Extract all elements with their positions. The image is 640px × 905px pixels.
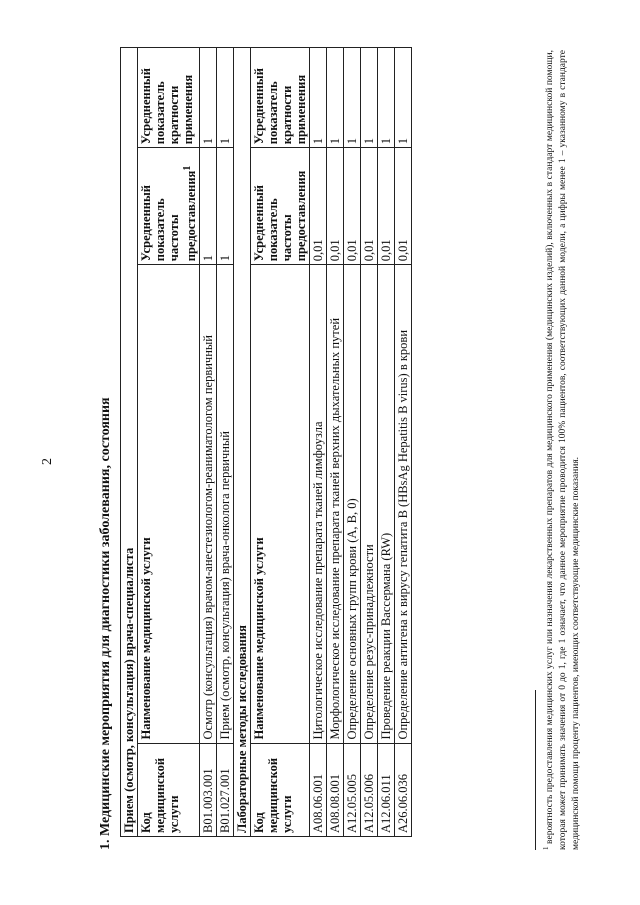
cell-code: A12.05.006: [361, 743, 378, 836]
cell-code: A12.06.011: [378, 743, 395, 836]
table-row: [344, 48, 361, 837]
cell-multiplicity: 1: [327, 48, 344, 148]
cell-multiplicity: 1: [310, 48, 327, 148]
cell-multiplicity: 1: [395, 48, 412, 148]
cell-frequency: 0,01: [344, 148, 361, 265]
footnote: [540, 50, 583, 850]
cell-frequency: 0,01: [310, 148, 327, 265]
header-name: Наименование медицинской услуги: [138, 265, 200, 743]
header-multiplicity: Усредненный показатель кратности применения: [138, 48, 200, 148]
header-frequency: Усредненный показатель частоты предоставления: [251, 148, 310, 265]
cell-name: Осмотр (консультация) врачом-анестезиологом-реаниматологом первичный: [200, 265, 217, 743]
table-row: [395, 48, 412, 837]
medical-services-table: [120, 47, 412, 837]
cell-code: B01.027.001: [217, 743, 234, 836]
table-row: [361, 48, 378, 837]
header-name: Наименование медицинской услуги: [251, 265, 310, 743]
table-header-row: [138, 48, 200, 837]
cell-name: Проведение реакции Вассермана (RW): [378, 265, 395, 743]
cell-code: A08.08.001: [327, 743, 344, 836]
header-frequency: [138, 148, 200, 265]
cell-frequency: 0,01: [395, 148, 412, 265]
cell-frequency: 0,01: [327, 148, 344, 265]
cell-name: Определение основных групп крови (A, B, 0): [344, 265, 361, 743]
footnote-reference: 1: [182, 165, 193, 171]
cell-multiplicity: 1: [378, 48, 395, 148]
cell-frequency: 1: [217, 148, 234, 265]
cell-frequency: 0,01: [378, 148, 395, 265]
cell-name: Морфологическое исследование препарата тканей верхних дыхательных путей: [327, 265, 344, 743]
cell-name: Определение антигена к вирусу гепатита B (HBsAg Hepatitis B virus) в крови: [395, 265, 412, 743]
footnote-text: вероятность предоставления медицинских услуг или назначения лекарственных препаратов для медицинского применения (медицинских изделий), включенных в стандарт медицинской помощи, которая может принимать значения от 0 до 1, где 1 означает, что данное мероприятие проводится 100% пациентов, соответствующих данной модели, а цифры менее 1 – указанному в стандарте медицинской помощи проценту пациентов, имеющих соответствующие медицинские показания.: [545, 49, 582, 850]
header-code: Код медицинской услуги: [251, 743, 310, 836]
footnote-divider: [535, 690, 536, 850]
page-number: 2: [40, 458, 55, 465]
cell-multiplicity: 1: [217, 48, 234, 148]
cell-code: A26.06.036: [395, 743, 412, 836]
header-code: Код медицинской услуги: [138, 743, 200, 836]
cell-name: Цитологическое исследование препарата тканей лимфоузла: [310, 265, 327, 743]
table-header-row: [251, 48, 310, 837]
cell-frequency: 0,01: [361, 148, 378, 265]
cell-code: A08.06.001: [310, 743, 327, 836]
cell-name: Определение резус-принадлежности: [361, 265, 378, 743]
footnote-mark: 1: [542, 846, 550, 850]
header-frequency-label: Усредненный показатель частоты предоставления: [139, 170, 199, 262]
table-section-row: [121, 48, 138, 837]
table-row: [217, 48, 234, 837]
table-section-title: Прием (осмотр, консультация) врача-специалиста: [121, 48, 138, 837]
cell-multiplicity: 1: [200, 48, 217, 148]
cell-code: A12.05.005: [344, 743, 361, 836]
table-row: [310, 48, 327, 837]
cell-code: B01.003.001: [200, 743, 217, 836]
cell-multiplicity: 1: [361, 48, 378, 148]
table-section-title: Лабораторные методы исследования: [234, 48, 251, 837]
section-title: 1. Медицинские мероприятия для диагностики заболевания, состояния: [98, 397, 113, 850]
table-row: [378, 48, 395, 837]
cell-frequency: 1: [200, 148, 217, 265]
header-multiplicity: Усредненный показатель кратности применения: [251, 48, 310, 148]
cell-multiplicity: 1: [344, 48, 361, 148]
table-section-row: [234, 48, 251, 837]
table-row: [200, 48, 217, 837]
table-row: [327, 48, 344, 837]
cell-name: Прием (осмотр, консультация) врача-онколога первичный: [217, 265, 234, 743]
